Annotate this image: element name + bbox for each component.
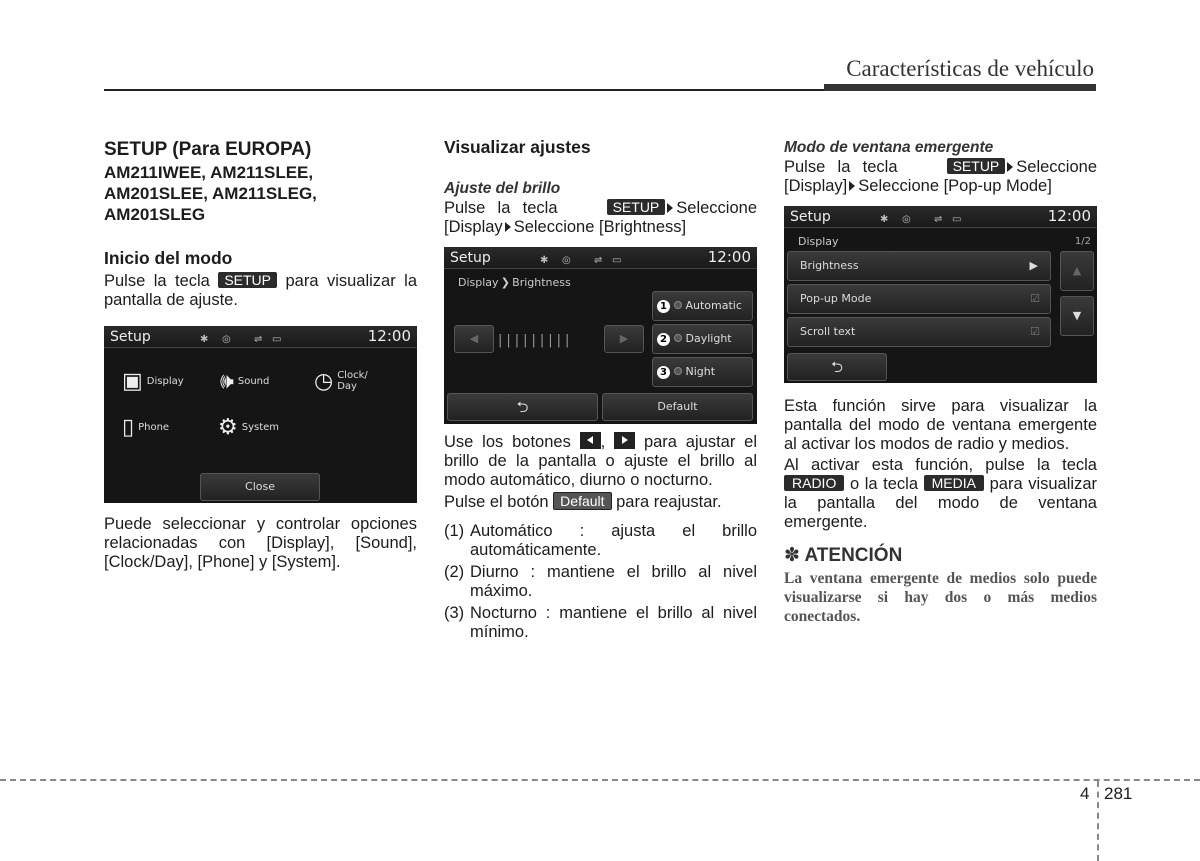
media-key: MEDIA [924,475,984,491]
attention-heading: ✽ ATENCIÓN [784,545,903,566]
footer-rule [0,779,1200,781]
column-2 [444,138,757,645]
attention-body: La ventana emergente de medios solo puede visualizarse si hay dos o más medios conectados. [784,570,1097,625]
screen-section: Display [798,235,839,248]
text: para ajustar el brillo de la pantalla o ajuste el brillo al modo automático, diurno o nocturno. [444,433,758,489]
list-number: (3) [444,604,465,622]
paragraph [444,492,757,512]
arrow-right-icon [667,203,673,213]
screen-title: Setup [110,329,151,345]
scroll-down-button[interactable]: ▼ [1060,296,1094,336]
screen-title: Setup [450,250,491,266]
display-tile[interactable] [122,369,184,394]
chapter-number: 4 [1080,784,1090,803]
back-button[interactable] [447,393,598,421]
subsection-title: Inicio del modo [104,248,233,268]
screen-clock: 12:00 [1047,207,1091,225]
tile-label-line: Clock/ [337,370,368,381]
tile-label: Sound [237,376,270,387]
text: para visualizar la pantalla de ajuste. [104,272,417,309]
clock-icon: ◷ [314,368,334,394]
subsection-title: Ajuste del brillo [444,180,561,197]
callout-number: 1 [657,300,670,313]
list-text: Diurno : mantiene el brillo al nivel máximo. [470,563,757,600]
tile-label: Display [146,376,184,387]
brightness-up-button[interactable]: ▶ [604,325,644,353]
arrow-right-icon [1007,162,1013,172]
play-arrow-icon: ▶ [1029,259,1038,272]
text: Seleccione [676,199,758,217]
list-number: (2) [444,563,465,581]
automatic-option[interactable] [652,291,753,321]
text: Use los botones [444,433,571,451]
text: Pulse el botón [444,493,549,511]
footer-divider [1097,781,1099,861]
model-list-line: AM211IWEE, AM211SLEE, [104,163,314,182]
battery-icon: ▭ [952,214,962,225]
radio-icon [674,334,682,342]
list-number: (1) [444,522,465,540]
usb-icon: ⇌ [254,334,263,345]
default-button[interactable]: Default [602,393,753,421]
header-rule-accent [824,84,1096,91]
paragraph [444,432,757,490]
setup-key: SETUP [218,272,277,288]
disc-icon: ◎ [562,255,571,266]
list-item [444,563,757,601]
text: [Display [444,218,503,236]
status-bar [444,247,757,269]
radio-icon [674,367,682,375]
text: para reajustar. [616,493,722,511]
left-arrow-button-icon [580,432,601,449]
bluetooth-icon: ✱ [880,214,889,225]
arrow-right-icon [849,181,855,191]
text: Seleccione [1016,158,1098,176]
status-bar [784,206,1097,228]
paragraph: Esta función sirve para visualizar la pantalla del modo de ventana emergente al activar los modos de radio y medios. [784,397,1097,453]
model-list-line: AM201SLEE, AM211SLEG, [104,184,317,203]
tile-label: System [241,422,280,433]
brightness-modes-list [444,522,757,642]
breadcrumb: Display ❯ Brightness [458,276,571,289]
section-title: SETUP (Para EUROPA) [104,139,312,160]
paragraph [784,456,1097,532]
option-label: Daylight [685,332,732,345]
phone-tile[interactable] [122,415,170,440]
model-list-line: AM201SLEG [104,205,206,224]
back-arrow-icon: ⮌ [830,358,843,376]
arrow-right-icon [505,222,511,232]
radio-icon [674,301,682,309]
text: Pulse la tecla [784,158,898,176]
status-bar [104,326,417,348]
scroll-up-button[interactable]: ▲ [1060,251,1094,291]
bluetooth-icon: ✱ [200,334,209,345]
callout-number: 2 [657,333,670,346]
brightness-down-button[interactable]: ◀ [454,325,494,353]
right-arrow-button-icon [614,432,635,449]
radio-key: RADIO [784,475,844,491]
display-settings-screen [784,206,1097,383]
usb-icon: ⇌ [934,214,943,225]
subsection-title: Modo de ventana emergente [784,139,994,156]
back-arrow-icon: ⮌ [516,398,529,416]
setup-key: SETUP [607,199,666,215]
brightness-screen [444,247,757,424]
paragraph [444,199,757,237]
disc-icon: ◎ [902,214,911,225]
tile-label: Phone [138,422,170,433]
bluetooth-icon: ✱ [540,255,549,266]
list-text: Automático : ajusta el brillo automáticamente. [470,522,757,559]
system-tile[interactable] [218,415,280,440]
popup-mode-item[interactable] [787,284,1051,314]
usb-icon: ⇌ [594,255,603,266]
text: Pulse la tecla [104,272,210,290]
disc-icon: ◎ [222,334,231,345]
battery-icon: ▭ [272,334,282,345]
option-label: Automatic [685,299,742,312]
close-button[interactable]: Close [200,473,320,501]
text: Seleccione [Brightness] [513,218,687,236]
list-item [444,604,757,642]
battery-icon: ▭ [612,255,622,266]
column-3 [784,138,1097,626]
column-1 [104,138,417,572]
text: Pulse la tecla [444,199,558,217]
default-key: Default [553,492,611,510]
night-option[interactable] [652,357,753,387]
screen-clock: 12:00 [367,327,411,345]
back-button[interactable] [787,353,887,381]
gear-folder-icon: ⚙ [218,415,238,440]
text: Seleccione [Pop-up Mode] [858,177,1052,195]
tile-label-line: Day [337,381,357,392]
section-title: Visualizar ajustes [444,137,591,157]
menu-label: Scroll text [800,325,856,338]
scroll-text-item[interactable] [787,317,1051,347]
setup-screen [104,326,417,503]
text: Al activar esta función, pulse la tecla [784,456,1097,474]
text: [Display] [784,177,848,195]
text: o la tecla [849,475,919,493]
list-item [444,522,757,560]
clock-day-tile[interactable] [314,370,368,392]
screen-title: Setup [790,209,831,225]
checkbox-icon[interactable]: ☑ [1030,325,1040,338]
phone-icon: ▯ [122,415,135,440]
menu-label: Pop-up Mode [800,292,872,305]
text: , [600,433,606,451]
screen-clock: 12:00 [707,248,751,266]
setup-key: SETUP [947,158,1006,174]
text: para visualizar la pantalla del modo de ventana emergente. [784,475,1097,531]
display-settings-icon: ▣ [122,369,143,394]
paragraph: Puede seleccionar y controlar opciones relacionadas con [Display], [Sound], [Clock/Day], [Phone] y [System]. [104,515,417,571]
page-number: 281 [1104,784,1133,803]
paragraph [784,158,1097,196]
callout-number: 3 [657,366,670,379]
daylight-option[interactable] [652,324,753,354]
option-label: Night [685,365,716,378]
brightness-item[interactable] [787,251,1051,281]
page-indicator: 1/2 [1074,236,1091,247]
tile-label [337,370,368,392]
section-header: Características de vehículo [846,56,1094,81]
menu-label: Brightness [800,259,859,272]
list-text: Nocturno : mantiene el brillo al nivel mínimo. [470,604,757,641]
speaker-icon: 🕪 [220,369,234,394]
brightness-slider[interactable]: ||||||||| [498,333,574,348]
checkbox-icon[interactable]: ☑ [1030,292,1040,305]
paragraph [104,272,417,310]
sound-tile[interactable] [220,369,270,394]
